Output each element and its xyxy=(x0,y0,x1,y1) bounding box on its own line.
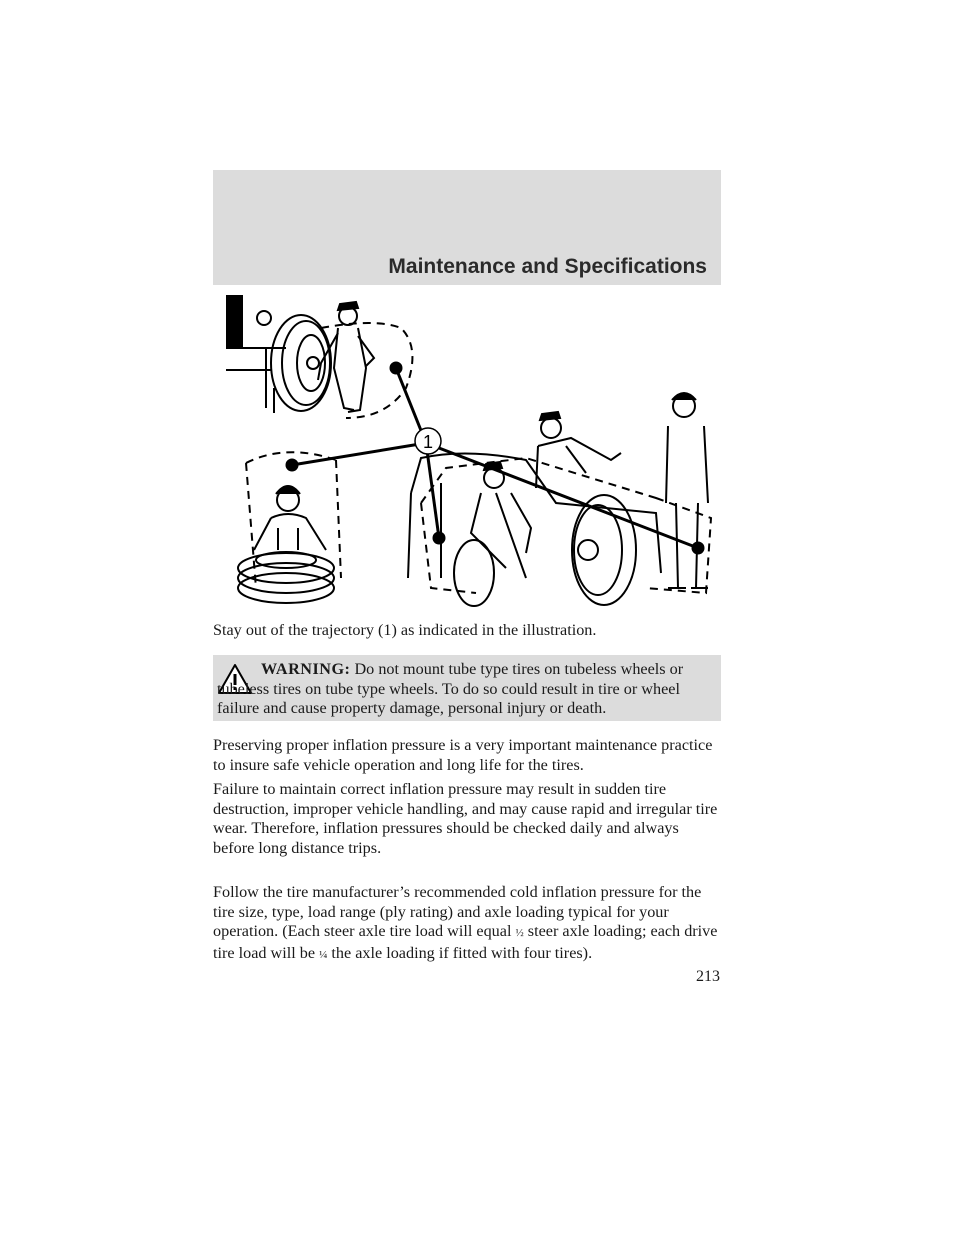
callout-number: 1 xyxy=(422,432,434,452)
p3-text-2: steer axle loading; each drive tire load will be xyxy=(213,922,718,962)
paragraph-inflation-failure: Failure to maintain correct inflation pressure may result in sudden tire destruction, improper vehicle handling, and may cause rapid and irregular tire wear. Therefore, inflation pressures should be checked daily and always before long distance trips. xyxy=(213,780,718,857)
paragraph-inflation-importance: Preserving proper inflation pressure is a very important maintenance practice to insure safe vehicle operation and long life for the tires. xyxy=(213,736,713,774)
section-header xyxy=(213,170,721,285)
warning-box xyxy=(213,655,721,721)
illustration-caption: Stay out of the trajectory (1) as indicated in the illustration. xyxy=(213,621,597,639)
man-with-tires xyxy=(238,486,334,603)
fraction-half: ½ xyxy=(515,927,524,939)
warning-body: Do not mount tube type tires on tubeless wheels or tubeless tires on tube type wheels. To do so could result in tire or wheel failure and cause property damage, personal injury or death. xyxy=(217,660,684,717)
warning-text-block xyxy=(217,660,717,719)
truck-chassis xyxy=(408,453,661,606)
warning-label: WARNING: xyxy=(261,660,351,678)
fraction-quarter: ¼ xyxy=(319,948,328,961)
truck-wheel-scene xyxy=(226,296,331,413)
p3-text-3: the axle loading if fitted with four tires). xyxy=(327,943,593,962)
worker-on-truck xyxy=(536,412,621,488)
p3-text-1: Follow the tire manufacturer’s recommended cold inflation pressure for the tire size, type, load range (ply rating) and axle loading typical for your operation. (Each steer axle tire load will equal xyxy=(213,883,702,940)
tire-trajectory-illustration xyxy=(226,288,726,618)
paragraph-cold-inflation xyxy=(213,883,723,965)
mechanic-figure-top xyxy=(318,302,374,412)
standing-man xyxy=(666,393,708,588)
page-number: 213 xyxy=(696,968,720,985)
section-title: Maintenance and Specifications xyxy=(388,255,707,278)
